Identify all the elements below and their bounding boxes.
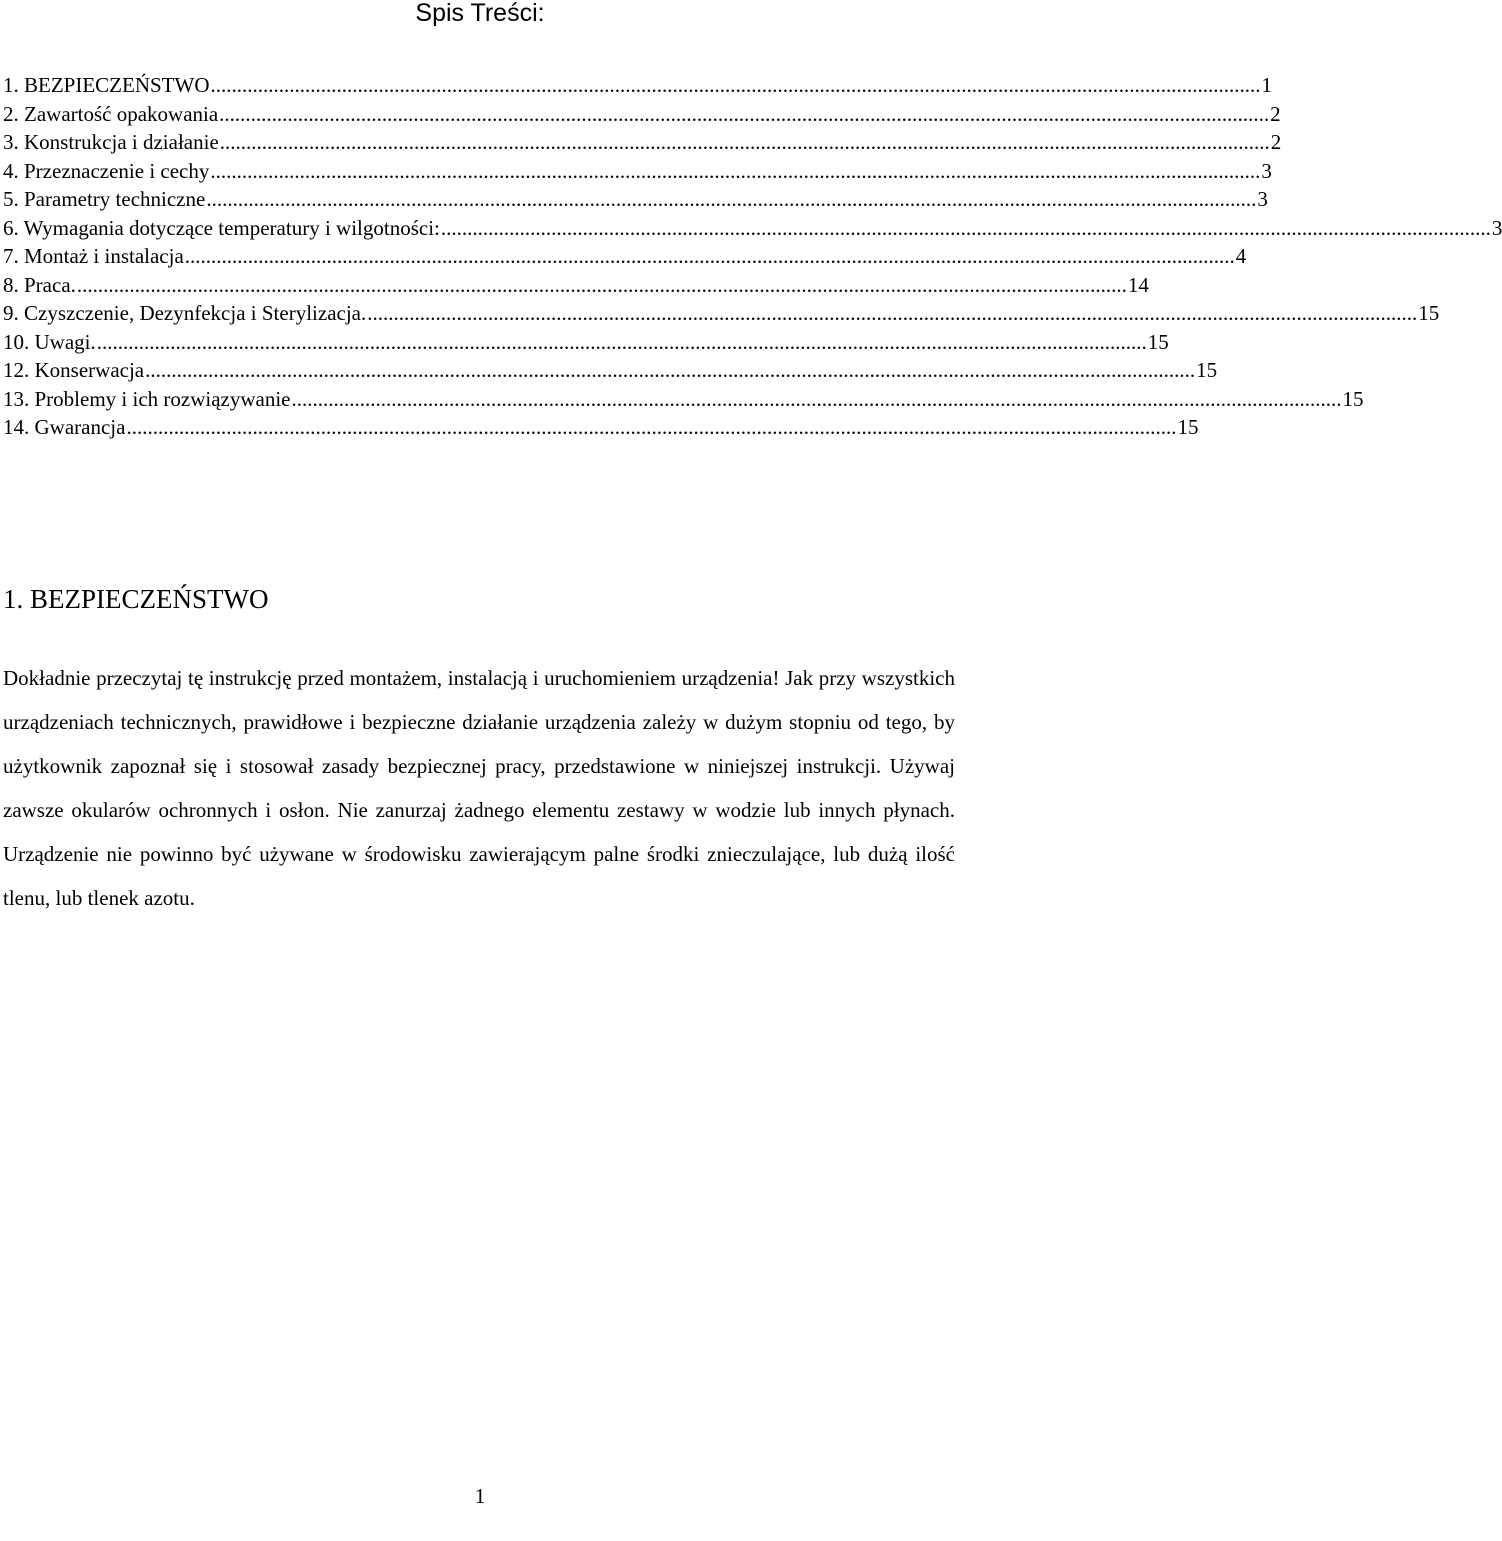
toc-entry-label: 4. Przeznaczenie i cechy bbox=[3, 158, 210, 183]
toc-entry-page: 1 bbox=[1261, 73, 1272, 97]
toc-entry-label: 8. Praca. bbox=[3, 272, 76, 297]
toc-entry-label: 12. Konserwacja bbox=[3, 358, 145, 382]
toc-entry[interactable] bbox=[3, 157, 1272, 186]
toc-entry[interactable] bbox=[3, 128, 1282, 157]
toc-entry-page: 3 bbox=[1257, 187, 1268, 211]
section-heading: 1. BEZPIECZEŃSTWO bbox=[3, 584, 269, 614]
page-number: 1 bbox=[474, 1484, 486, 1508]
toc-title: Spis Treści: bbox=[415, 0, 545, 27]
toc-entry-page: 4 bbox=[1235, 244, 1247, 268]
toc-entry-label: 13. Problemy i ich rozwiązywanie bbox=[3, 386, 291, 411]
toc-entry-label: 2. Zawartość opakowania bbox=[3, 101, 219, 126]
toc-entry-page: 2 bbox=[1270, 101, 1281, 126]
toc-dot-leader: ........................................................................................................................................................................................................ bbox=[219, 130, 1270, 154]
toc-entry[interactable] bbox=[3, 271, 1149, 300]
table-of-contents bbox=[3, 71, 1502, 442]
toc-entry-page: 2 bbox=[1270, 130, 1282, 154]
toc-entry-page: 15 bbox=[1342, 386, 1364, 411]
toc-dot-leader: ........................................................................................................................................................................................................ bbox=[184, 244, 1235, 268]
toc-entry[interactable] bbox=[3, 214, 1502, 243]
toc-entry[interactable] bbox=[3, 100, 1281, 129]
toc-entry[interactable] bbox=[3, 356, 1218, 385]
toc-entry[interactable] bbox=[3, 185, 1268, 214]
toc-entry-page: 15 bbox=[1418, 301, 1440, 325]
toc-entry-label: 7. Montaż i instalacja bbox=[3, 244, 184, 268]
toc-entry-page: 15 bbox=[1177, 415, 1199, 439]
toc-entry[interactable] bbox=[3, 299, 1440, 328]
toc-entry-page: 3 bbox=[1491, 215, 1502, 240]
toc-dot-leader: ........................................................................................................................................................................................................ bbox=[76, 272, 1127, 297]
toc-dot-leader: ........................................................................................................................................................................................................ bbox=[145, 358, 1196, 382]
toc-dot-leader: ........................................................................................................................................................................................................ bbox=[440, 215, 1491, 240]
toc-entry-label: 6. Wymagania dotyczące temperatury i wilgotności: bbox=[3, 215, 440, 240]
toc-dot-leader: ........................................................................................................................................................................................................ bbox=[96, 329, 1147, 354]
toc-dot-leader: ........................................................................................................................................................................................................ bbox=[126, 415, 1177, 439]
toc-entry[interactable] bbox=[3, 328, 1169, 357]
toc-entry[interactable] bbox=[3, 71, 1272, 100]
toc-entry-page: 15 bbox=[1196, 358, 1218, 382]
toc-dot-leader: ........................................................................................................................................................................................................ bbox=[206, 187, 1257, 211]
toc-entry[interactable] bbox=[3, 413, 1199, 442]
toc-entry[interactable] bbox=[3, 385, 1364, 414]
toc-entry-page: 15 bbox=[1147, 329, 1169, 354]
toc-dot-leader: ........................................................................................................................................................................................................ bbox=[291, 386, 1342, 411]
toc-entry-label: 5. Parametry techniczne bbox=[3, 187, 206, 211]
toc-dot-leader: ........................................................................................................................................................................................................ bbox=[210, 73, 1261, 97]
body-paragraph: Dokładnie przeczytaj tę instrukcję przed montażem, instalacją i uruchomieniem urządzenia! Jak przy wszystkich urządzeniach technicznych, prawidłowe i bezpieczne działanie urządzenia zależy w dużym stopniu od tego, by użytkownik zapoznał się i stosował zasady bezpiecznej pracy, przedstawione w niniejszej instrukcji. Używaj zawsze okularów ochronnych i osłon. Nie zanurzaj żadnego elementu zestawy w wodzie lub innych płynach. Urządzenie nie powinno być używane w środowisku zawierającym palne środki znieczulające, lub dużą ilość tlenu, lub tlenek azotu. bbox=[3, 666, 955, 910]
toc-entry-label: 14. Gwarancja bbox=[3, 415, 126, 439]
toc-dot-leader: ........................................................................................................................................................................................................ bbox=[210, 158, 1261, 183]
toc-entry[interactable] bbox=[3, 242, 1247, 271]
toc-dot-leader: ........................................................................................................................................................................................................ bbox=[367, 301, 1418, 325]
toc-entry-label: 1. BEZPIECZEŃSTWO bbox=[3, 73, 210, 97]
toc-dot-leader: ........................................................................................................................................................................................................ bbox=[219, 101, 1270, 126]
toc-entry-label: 10. Uwagi. bbox=[3, 329, 96, 354]
toc-entry-label: 3. Konstrukcja i działanie bbox=[3, 130, 219, 154]
toc-entry-page: 3 bbox=[1261, 158, 1272, 183]
toc-entry-page: 14 bbox=[1127, 272, 1149, 297]
toc-entry-label: 9. Czyszczenie, Dezynfekcja i Sterylizacja. bbox=[3, 301, 367, 325]
